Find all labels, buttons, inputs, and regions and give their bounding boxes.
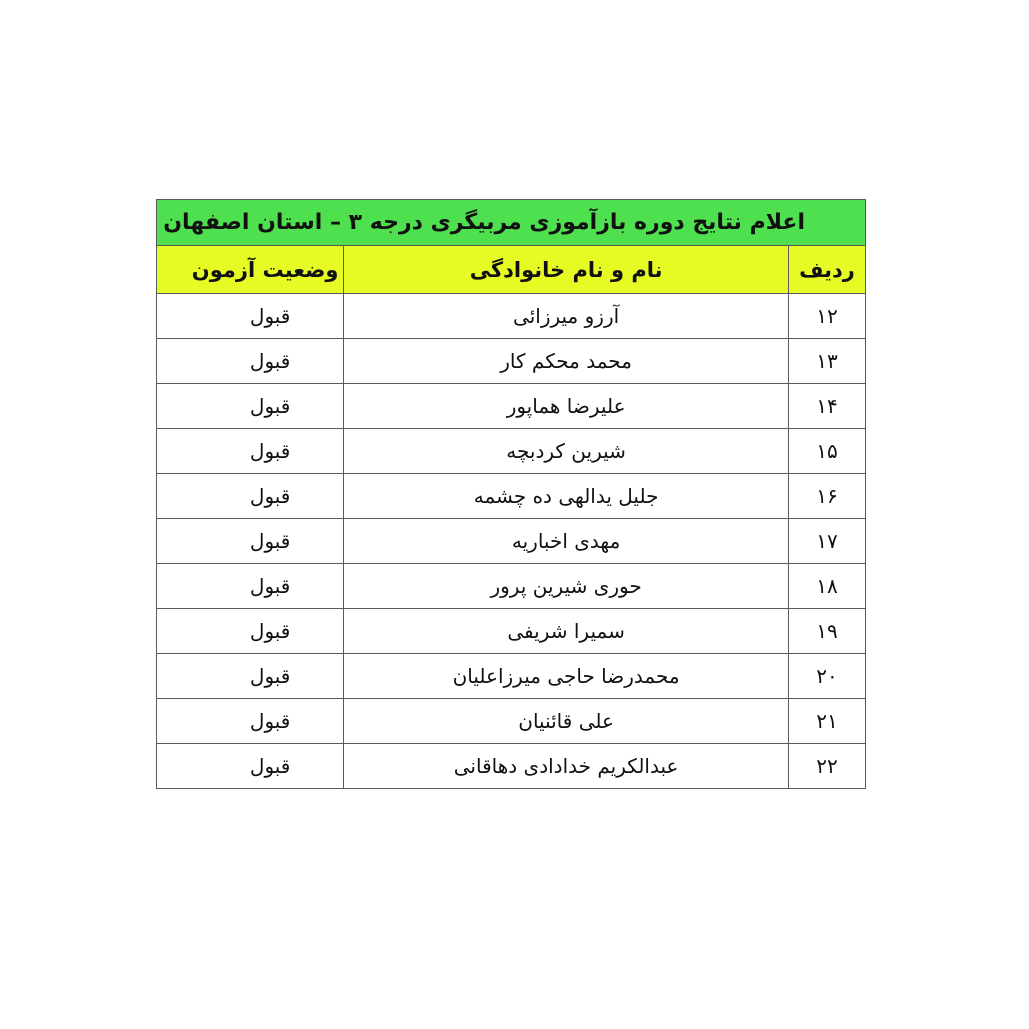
rank-cell: ۱۹: [788, 609, 865, 654]
name-cell: آرزو میرزائی: [344, 294, 789, 339]
table-row: [157, 339, 866, 384]
table-row: [157, 384, 866, 429]
results-table: [156, 199, 866, 789]
table-row: [157, 294, 866, 339]
name-cell: مهدی اخباریه: [344, 519, 789, 564]
table-row: [157, 429, 866, 474]
rank-cell: ۱۳: [788, 339, 865, 384]
table-row: [157, 699, 866, 744]
name-cell: محمد محکم کار: [344, 339, 789, 384]
header-row: [157, 246, 866, 294]
rank-cell: ۲۱: [788, 699, 865, 744]
table-title: اعلام نتایج دوره بازآموزی مربیگری درجه ۳ – استان اصفهان: [157, 200, 866, 246]
table-row: [157, 519, 866, 564]
name-cell: شیرین کردبچه: [344, 429, 789, 474]
header-name: نام و نام خانوادگی: [344, 246, 789, 294]
rank-cell: ۲۲: [788, 744, 865, 789]
status-cell: قبول: [157, 384, 344, 429]
status-cell: قبول: [157, 474, 344, 519]
name-cell: محمدرضا حاجی میرزاعلیان: [344, 654, 789, 699]
status-cell: قبول: [157, 294, 344, 339]
name-cell: سمیرا شریفی: [344, 609, 789, 654]
status-cell: قبول: [157, 519, 344, 564]
status-cell: قبول: [157, 339, 344, 384]
status-cell: قبول: [157, 744, 344, 789]
status-cell: قبول: [157, 609, 344, 654]
status-cell: قبول: [157, 699, 344, 744]
status-cell: قبول: [157, 654, 344, 699]
name-cell: علیرضا هماپور: [344, 384, 789, 429]
table-row: [157, 474, 866, 519]
rank-cell: ۱۵: [788, 429, 865, 474]
header-status: وضعیت آزمون: [157, 246, 344, 294]
name-cell: حوری شیرین پرور: [344, 564, 789, 609]
name-cell: علی قائنیان: [344, 699, 789, 744]
name-cell: جلیل یدالهی ده چشمه: [344, 474, 789, 519]
name-cell: عبدالکریم خدادادی دهاقانی: [344, 744, 789, 789]
table-row: [157, 564, 866, 609]
rank-cell: ۱۸: [788, 564, 865, 609]
rank-cell: ۱۲: [788, 294, 865, 339]
table-row: [157, 609, 866, 654]
status-cell: قبول: [157, 564, 344, 609]
table-row: [157, 654, 866, 699]
table-row: [157, 744, 866, 789]
rank-cell: ۲۰: [788, 654, 865, 699]
status-cell: قبول: [157, 429, 344, 474]
rank-cell: ۱۷: [788, 519, 865, 564]
header-rank: ردیف: [788, 246, 865, 294]
rank-cell: ۱۶: [788, 474, 865, 519]
rank-cell: ۱۴: [788, 384, 865, 429]
title-row: [157, 200, 866, 246]
